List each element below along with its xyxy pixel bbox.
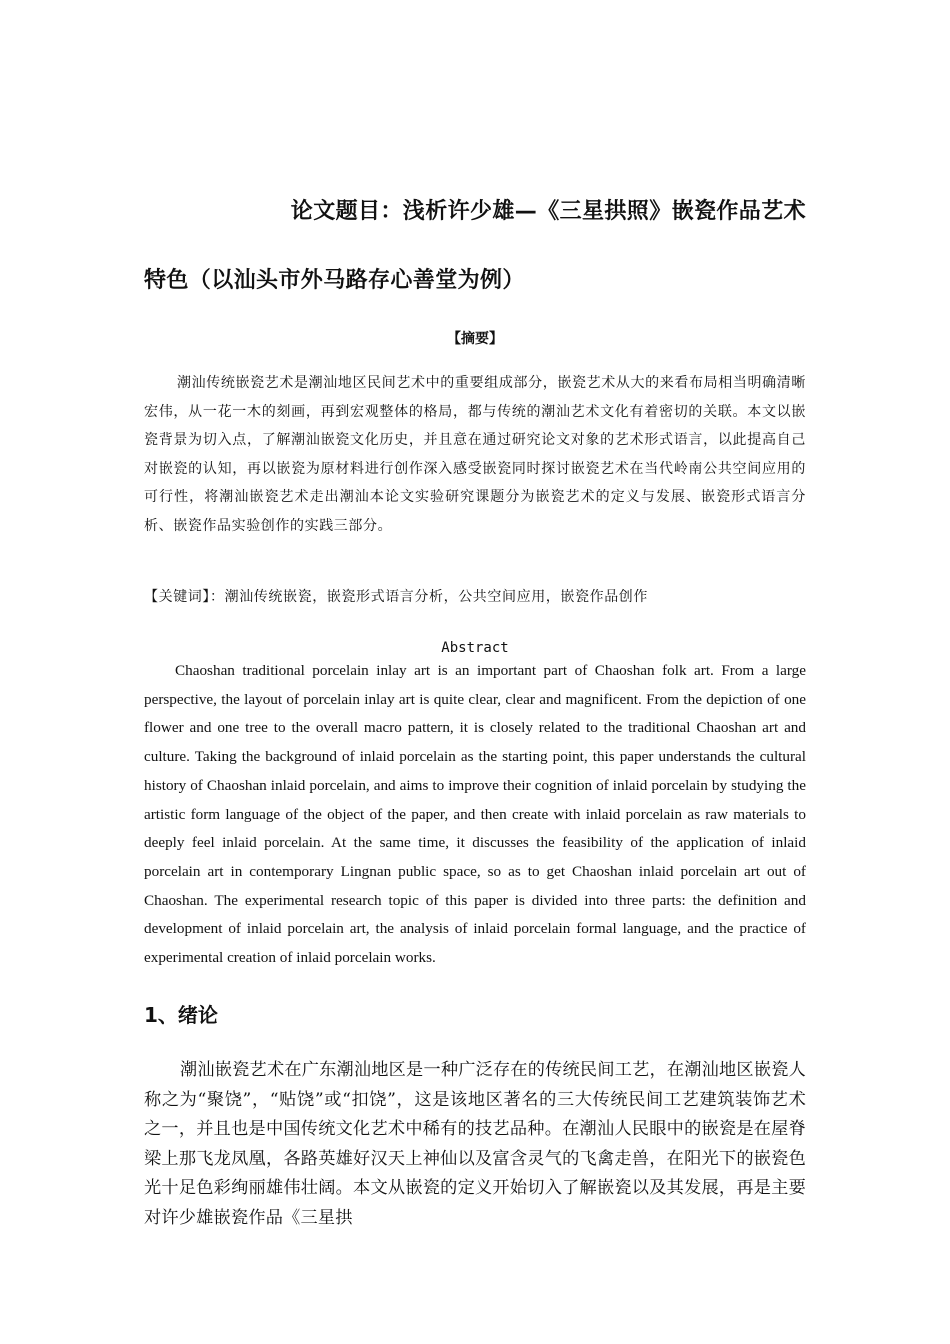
section-heading-introduction: 1、绪论 bbox=[144, 1003, 218, 1027]
chinese-abstract-heading: 【摘要】 bbox=[447, 331, 503, 347]
paper-title-line-2: 特色（以汕头市外马路存心善堂为例） bbox=[144, 268, 525, 293]
introduction-paragraph: 潮汕嵌瓷艺术在广东潮汕地区是一种广泛存在的传统民间工艺，在潮汕地区嵌瓷人称之为“聚饶”，“贴饶”或“扣饶”，这是该地区著名的三大传统民间工艺建筑装饰艺术之一，并且也是中国传统文化艺术中稀有的技艺品种。在潮汕人民眼中的嵌瓷是在屋脊梁上那飞龙凤凰，各路英雄好汉天上神仙以及富含灵气的飞禽走兽，在阳光下的嵌瓷色光十足色彩绚丽雄伟壮阔。本文从嵌瓷的定义开始切入了解嵌瓷以及其发展，再是主要对许少雄嵌瓷作品《三星拱 bbox=[144, 1060, 806, 1228]
keywords-line: 【关键词】：潮汕传统嵌瓷，嵌瓷形式语言分析，公共空间应用，嵌瓷作品创作 bbox=[144, 589, 648, 605]
english-abstract-body: Chaoshan traditional porcelain inlay art is an important part of Chaoshan folk art. From a large perspective, the layout of porcelain inlay art is quite clear, clear and magnificent. From the depiction of one flower and one tree to the overall macro pattern, it is closely related to the traditional Chaoshan art and culture. Taking the background of inlaid porcelain as the starting point, this paper understands the cultural history of Chaoshan inlaid porcelain, and aims to improve their cognition of inlaid porcelain by studying the artistic form language of the object of the paper, and then create with inlaid porcelain as raw materials to deeply feel inlaid porcelain. At the same time, it discusses the feasibility of the application of inlaid porcelain art in contemporary Lingnan public space, so as to get Chaoshan inlaid porcelain art out of Chaoshan. The experimental research topic of this paper is divided into three parts: the definition and development of inlaid porcelain art, the analysis of inlaid porcelain formal language, and the practice of experimental creation of inlaid porcelain works. bbox=[144, 662, 806, 967]
chinese-abstract-body: 潮汕传统嵌瓷艺术是潮汕地区民间艺术中的重要组成部分，嵌瓷艺术从大的来看布局相当明确清晰宏伟，从一花一木的刻画，再到宏观整体的格局，都与传统的潮汕艺术文化有着密切的关联。本文以嵌瓷背景为切入点，了解潮汕嵌瓷文化历史，并且意在通过研究论文对象的艺术形式语言，以此提高自己对嵌瓷的认知，再以嵌瓷为原材料进行创作深入感受嵌瓷同时探讨嵌瓷艺术在当代岭南公共空间应用的可行性，将潮汕嵌瓷艺术走出潮汕本论文实验研究课题分为嵌瓷艺术的定义与发展、嵌瓷形式语言分析、嵌瓷作品实验创作的实践三部分。 bbox=[144, 375, 806, 534]
paper-title-line-1: 论文题目：浅析许少雄—《三星拱照》嵌瓷作品艺术 bbox=[290, 199, 806, 224]
english-abstract-heading: Abstract bbox=[441, 640, 509, 656]
